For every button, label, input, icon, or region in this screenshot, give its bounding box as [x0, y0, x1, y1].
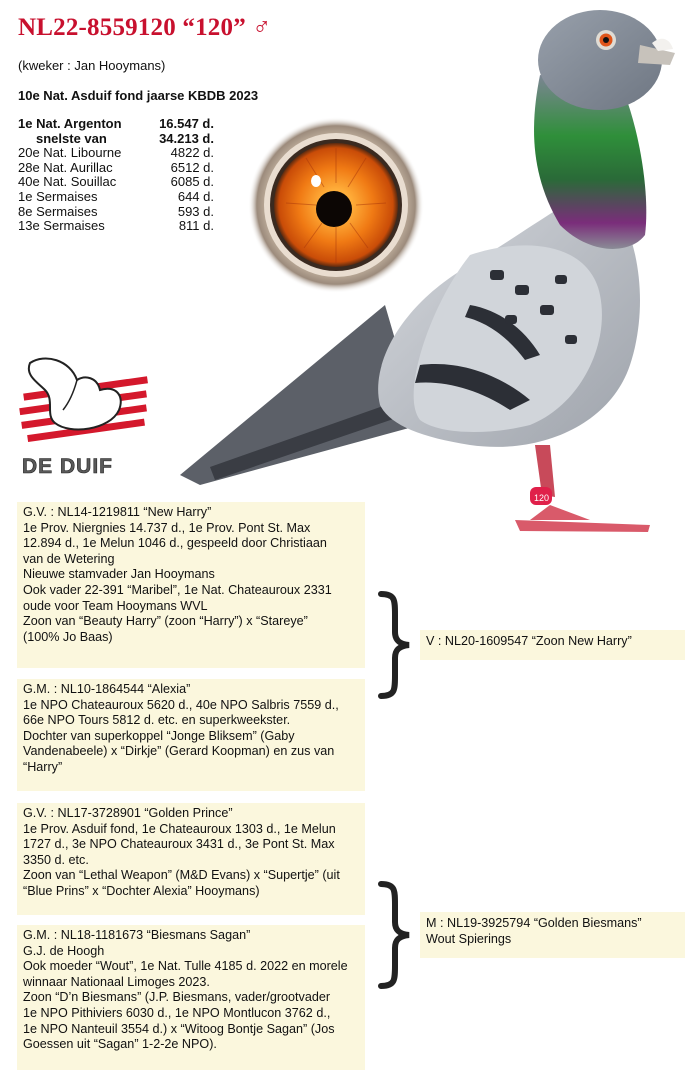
pedigree-line: G.M. : NL10-1864544 “Alexia” [23, 682, 191, 696]
result-count: 4822 d. [170, 145, 214, 161]
pedigree-line: G.M. : NL18-1181673 “Biesmans Sagan” [23, 928, 251, 942]
mother-box [420, 912, 685, 958]
pedigree-line: 1727 d., 3e NPO Chateauroux 3431 d., 3e Pont St. Max [23, 837, 335, 852]
result-count: 16.547 d. [159, 116, 214, 131]
father-line: V : NL20-1609547 “Zoon New Harry” [426, 634, 632, 648]
result-race: 13e Sermaises [18, 218, 105, 234]
pedigree-line: “Blue Prins” x “Dochter Alexia” Hooymans) [23, 883, 260, 898]
result-race: 20e Nat. Libourne [18, 145, 122, 161]
result-race: 8e Sermaises [18, 203, 98, 219]
pedigree-line: Ook moeder “Wout”, 1e Nat. Tulle 4185 d. 2022 en morele [23, 959, 348, 974]
result-count: 6085 d. [170, 174, 214, 190]
result-race: snelste van [36, 130, 107, 146]
pedigree-line: (100% Jo Baas) [23, 629, 113, 644]
pigeon-title: NL22-8559120 “120” ♂ [18, 14, 272, 41]
pedigree-line: Nieuwe stamvader Jan Hooymans [23, 567, 215, 582]
pedigree-line: 1e Prov. Niergnies 14.737 d., 1e Prov. Pont St. Max [23, 520, 311, 535]
brace-father [375, 590, 415, 700]
pedigree-line: 1e NPO Nanteuil 3554 d.) x “Witoog Bontje Sagan” (Jos [23, 1021, 335, 1036]
pedigree-line: Ook vader 22-391 “Maribel”, 1e Nat. Chateauroux 2331 [23, 582, 332, 597]
pedigree-line: 66e NPO Tours 5812 d. etc. en superkweekster. [23, 713, 291, 728]
pigeon-image [170, 5, 690, 535]
pedigree-line: 1e NPO Pithiviers 6030 d., 1e NPO Montlucon 3762 d., [23, 1005, 331, 1020]
pedigree-line: oude voor Team Hooymans WVL [23, 598, 208, 613]
result-race: 1e Nat. Argenton [18, 116, 122, 131]
grandmother-2-box [17, 925, 365, 1070]
result-count: 644 d. [177, 188, 214, 204]
logo-text: DE DUIF [22, 455, 113, 478]
result-count: 811 d. [178, 218, 214, 234]
pedigree-line: 1e Prov. Asduif fond, 1e Chateauroux 1303 d., 1e Melun [23, 821, 336, 836]
result-count: 34.213 d. [159, 130, 214, 146]
breeder-label: (kweker : Jan Hooymans) [18, 58, 166, 73]
headline-achievement: 10e Nat. Asduif fond jaarse KBDB 2023 [18, 88, 259, 103]
de-duif-logo [15, 355, 155, 453]
pedigree-line: winnaar Nationaal Limoges 2023. [23, 974, 210, 989]
pedigree-line: 12.894 d., 1e Melun 1046 d., gespeeld door Christiaan [23, 536, 327, 551]
result-race: 28e Nat. Aurillac [18, 159, 113, 175]
ring-label: 120 [534, 493, 550, 503]
grandfather-1-box [17, 502, 365, 668]
result-race: 40e Nat. Souillac [18, 174, 117, 190]
pedigree-line: Dochter van superkoppel “Jonge Bliksem” (Gaby [23, 728, 295, 743]
pedigree-line: Goessen uit “Sagan” 1-2-2e NPO). [23, 1037, 217, 1052]
brace-mother [375, 880, 415, 990]
pedigree-line: “Harry” [23, 759, 63, 774]
result-race: 1e Sermaises [18, 188, 98, 204]
pedigree-line: G.V. : NL17-3728901 “Golden Prince” [23, 806, 233, 820]
pedigree-line: Zoon van “Lethal Weapon” (M&D Evans) x “Supertje” (uit [23, 868, 340, 883]
pedigree-line: 1e NPO Chateauroux 5620 d., 40e NPO Salbris 7559 d., [23, 697, 339, 712]
mother-line: Wout Spierings [426, 931, 512, 946]
pedigree-line: Zoon van “Beauty Harry” (zoon “Harry”) x “Stareye” [23, 614, 308, 629]
pedigree-line: Zoon “D’n Biesmans” (J.P. Biesmans, vader/grootvader [23, 990, 331, 1005]
grandmother-1-box [17, 679, 365, 791]
pedigree-line: van de Wetering [23, 551, 115, 566]
father-box [420, 630, 685, 660]
pedigree-line: Vandenabeele) x “Dirkje” (Gerard Koopman) en zus van [23, 744, 335, 759]
pedigree-line: G.J. de Hoogh [23, 943, 105, 958]
mother-line: M : NL19-3925794 “Golden Biesmans” [426, 916, 642, 930]
grandfather-2-box [17, 803, 365, 915]
result-count: 6512 d. [170, 159, 214, 175]
result-count: 593 d. [177, 203, 214, 219]
pedigree-line: G.V. : NL14-1219811 “New Harry” [23, 505, 212, 519]
pedigree-line: 3350 d. etc. [23, 852, 89, 867]
